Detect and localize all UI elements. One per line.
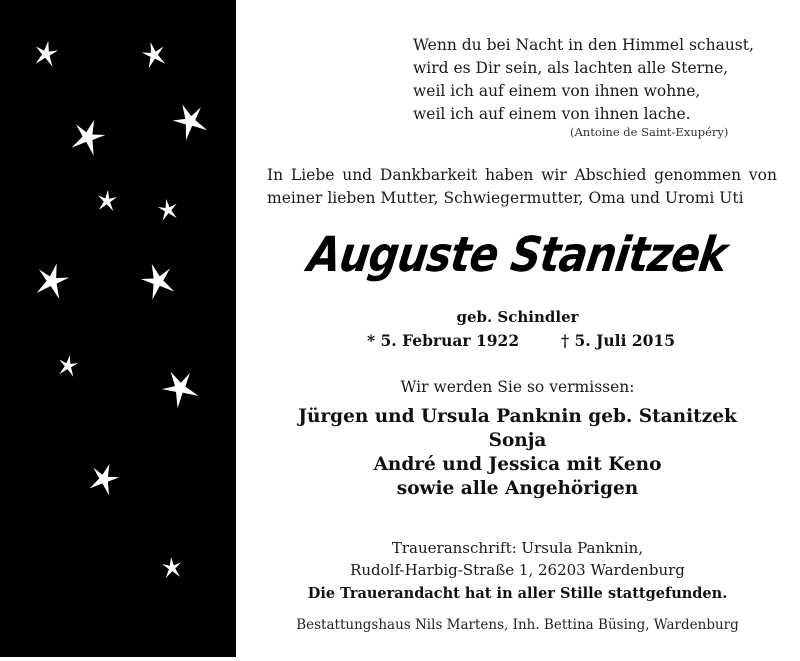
miss-text: Wir werden Sie so vermissen: (400, 378, 635, 396)
funeral-home: Bestattungshaus Nils Martens, Inh. Bettina Büsing, Wardenburg (296, 617, 739, 633)
poem-author: (Antoine de Saint-Exupéry) (570, 125, 729, 139)
deceased-name: Auguste Stanitzek (304, 226, 731, 283)
starry-night-panel (0, 0, 236, 657)
star-icon (157, 364, 203, 411)
service-note: Die Trauerandacht hat in aller Stille stattgefunden. (307, 585, 728, 602)
star-icon (68, 115, 109, 157)
address-line: Traueranschrift: Ursula Panknin, (391, 539, 644, 557)
mourning-address (243, 537, 792, 581)
death-date: † 5. Juli 2015 (561, 331, 675, 350)
poem (413, 34, 754, 126)
star-icon (33, 39, 60, 67)
poem-line: wird es Dir sein, als lachten alle Sterne, (413, 59, 729, 77)
mourner-line: sowie alle Angehörigen (396, 478, 639, 499)
mourner-line: André und Jessica mit Keno (373, 454, 662, 475)
address-line: Rudolf-Harbig-Straße 1, 26203 Wardenburg (350, 561, 685, 579)
star-icon (161, 556, 182, 578)
star-icon (168, 98, 211, 142)
dedication-text: In Liebe und Dankbarkeit haben wir Abschied genommen von meiner lieben Mutter, Schwiegermutter, Oma und Uromi Uti (267, 166, 777, 207)
star-icon (137, 259, 178, 301)
obituary-card (243, 8, 792, 649)
star-icon (97, 189, 118, 211)
star-icon (57, 353, 80, 377)
star-icon (157, 197, 180, 221)
mourner-line: Sonja (488, 430, 547, 451)
birth-date: * 5. Februar 1922 (367, 331, 520, 350)
stars-decoration (0, 0, 236, 657)
mourners-list (243, 405, 792, 501)
poem-line: weil ich auf einem von ihnen lache. (413, 105, 691, 123)
poem-line: Wenn du bei Nacht in den Himmel schaust, (413, 36, 754, 54)
mourner-line: Jürgen und Ursula Panknin geb. Stanitzek (298, 406, 737, 427)
star-icon (33, 259, 72, 300)
star-icon (140, 39, 168, 69)
poem-line: weil ich auf einem von ihnen wohne, (413, 82, 701, 100)
star-icon (86, 459, 122, 497)
maiden-name: geb. Schindler (456, 308, 579, 326)
